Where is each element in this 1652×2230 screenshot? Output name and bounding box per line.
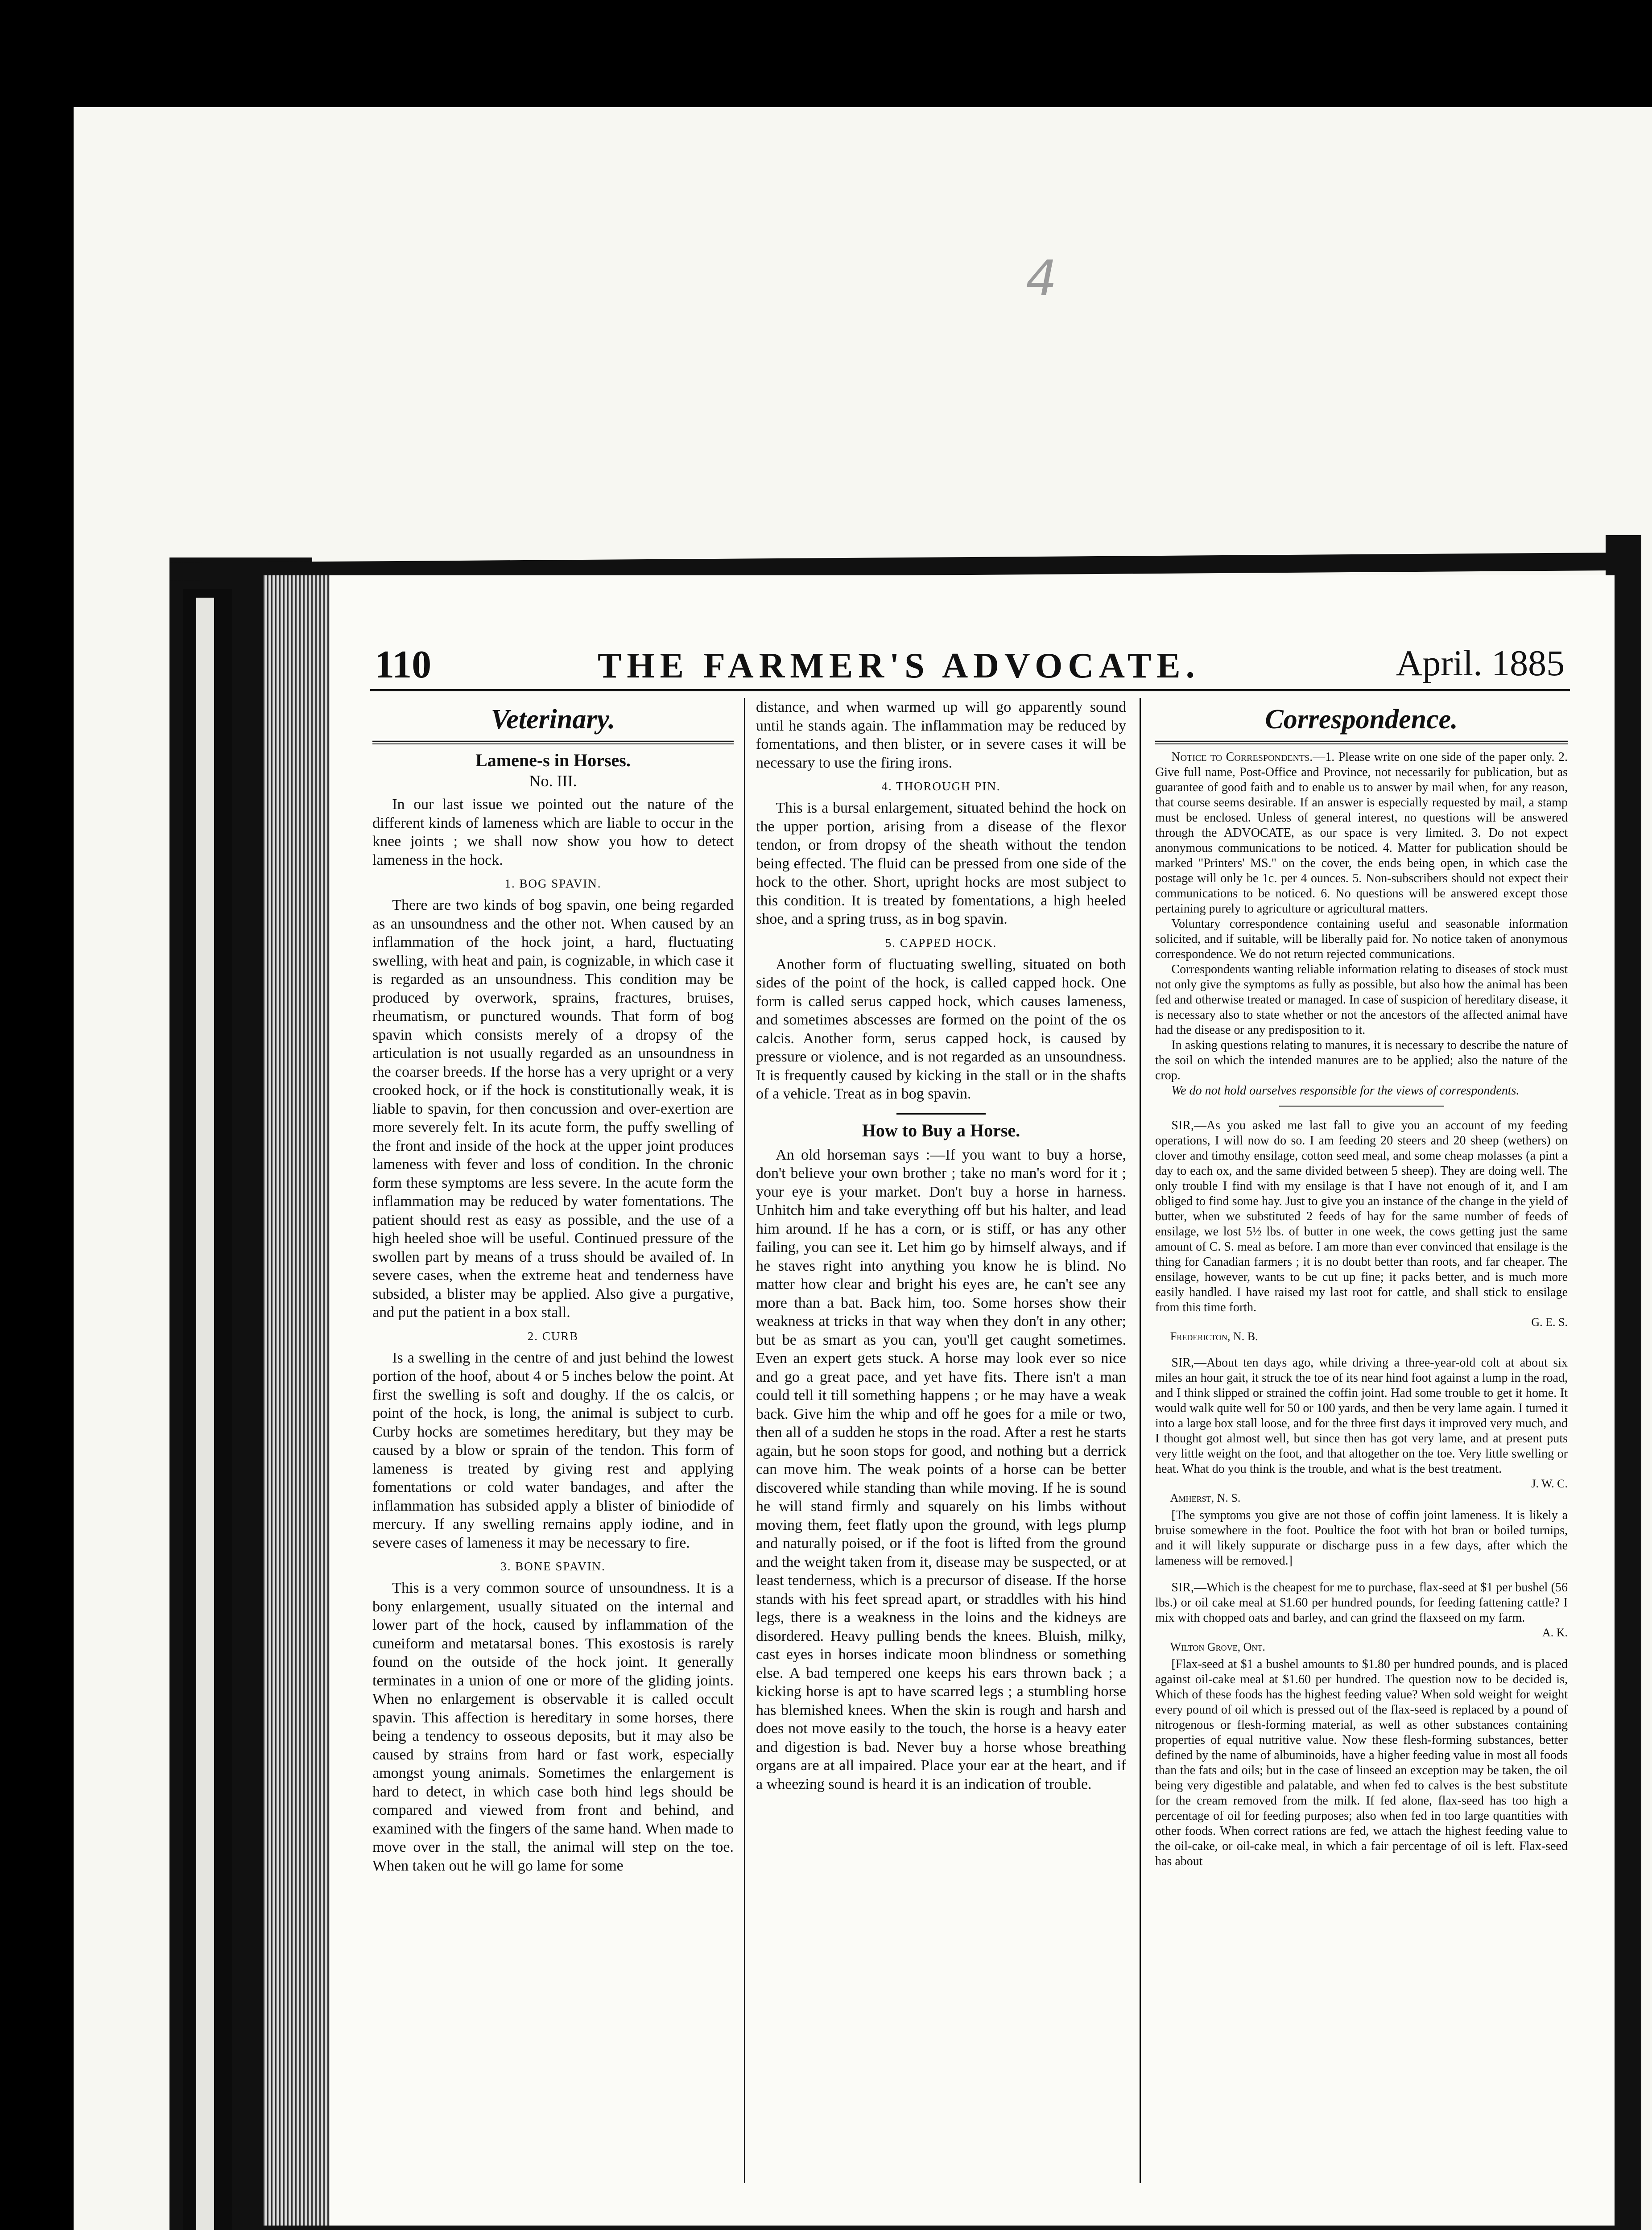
column-rule: [744, 698, 745, 2183]
editor-reply: [Flax-seed at $1 a bushel amounts to $1.80 per hundred pounds, and is placed against oil-cake meal at $1.60 per hundred. The question now to be decided is, Which of these foods has the highest feeding value? When sold weight for weight every pound of oil which is pressed out of the flax-seed is replaced by a pound of nitrogenous or flesh-forming material, as well as other substances containing properties of equal nutritive value. Now these flesh-forming substances, better defined by the name of albuminoids, have a higher feeding value in most all foods than the fats and oils; but in the case of linseed an exception may be taken, the oil being very digestible and palatable, and when fed to calves is the best substitute for the cream removed from the milk. If fed alone, flax-seed has too high a percentage of oil for feeding purposes; also when fed in too large quantities with other foods. When correct rations are fed, we attach the highest feeding value to the oil-cake, or oil-cake meal, in which a fair percentage of oil is left. Flax-seed has about: [1155, 1657, 1568, 1868]
masthead: [330, 642, 1615, 696]
letter: [1155, 1580, 1568, 1869]
department-rule: [372, 740, 734, 744]
letter-initials: G. E. S.: [1531, 1316, 1568, 1329]
section-heading: 3. BONE SPAVIN.: [500, 1560, 606, 1573]
issue-date: April. 1885: [1396, 643, 1565, 683]
notice-paragraph: [1155, 750, 1568, 917]
letter: [1155, 1355, 1568, 1569]
letter-initials: J. W. C.: [1531, 1477, 1568, 1490]
section-text: There are two kinds of bog spavin, one being regarded as an unsoundness and the other not. When caused by an inflammation of the hock joint, a hard, fluctuating swelling, with heat and pain, is cognizable, in which case it is regarded as an unsoundness. This condition may be produced by overwork, sprains, fractures, bruises, rheumatism, or punctured wounds. That form of bog spavin which consists merely of a dropsy of the articulation is not usually regarded as an unsoundness in the coarser breeds. If the horse has a very upright or a very crooked hock, or if the hock is constitutionally weak, it is liable to spavin, for then concussion and over-exertion are more severely felt. In its acute form, the puffy swelling of the front and inside of the hock at the upper joint produces lameness with fever and loss of condition. In the chronic form these symptoms are less severe. In the acute form the inflammation may be reduced by water fomentations. The patient should rest as easy as possible, and the use of a high heeled shoe will be useful. Continued pressure of the swollen part by means of a truss should be availed of. In severe cases, when the extreme heat and tenderness have subsided, a blister may be applied. Also give a purgative, and put the patient in a box stall.: [372, 897, 734, 1321]
article-title: How to Buy a Horse.: [862, 1120, 1020, 1140]
notice-paragraph: Voluntary correspondence containing useful and seasonable information solicited, and if suitable, will be liberally paid for. No notice taken of anonymous correspondence. We do not return rejected communications.: [1155, 917, 1568, 961]
article-title: Lamene-s in Horses.: [475, 750, 631, 770]
article-intro: In our last issue we pointed out the nature of the different kinds of lameness which are liable to occur in the knee joints ; we shall now show you how to detect lameness in the hock.: [372, 796, 734, 868]
department-heading: Veterinary.: [491, 704, 615, 735]
continued-text: distance, and when warmed up will go apparently sound until he stands again. The inflammation may be reduced by fomentations, and then blister, or in severe cases it will be necessary to use the firing irons.: [756, 699, 1126, 771]
masthead-rule: [370, 689, 1570, 691]
section-heading: 2. CURB: [527, 1329, 579, 1343]
notice-text: —1. Please write on one side of the paper only. 2. Give full name, Post-Office and Province, not necessarily for publication, but as guarantee of good faith and to enable us to answer by mail when, for any reason, that course seems desirable. If an answer is especially requested by mail, a stamp must be enclosed. Unless of general interest, no questions will be answered through the ADVOCATE, as our space is very limited. 3. Do not expect anonymous communications to be noticed. 4. Matter for publication should be marked "Printers' MS." on the cover, the ends being open, in which case the postage will only be 1c. per 4 ounces. 5. Non-subscribers should not expect their communications to be noticed. 6. No questions will be answered except those pertaining purely to agriculture or agricultural matters.: [1155, 750, 1568, 916]
pencil-mark: 4: [1026, 250, 1057, 307]
section-heading: 5. CAPPED HOCK.: [885, 936, 997, 950]
letter-place: Wilton Grove, Ont.: [1170, 1640, 1265, 1653]
section-heading: 4. THOROUGH PIN.: [881, 780, 1001, 793]
letter-initials: A. K.: [1542, 1626, 1568, 1639]
book-clamp-highlight: [196, 598, 214, 2230]
notice-paragraph: In asking questions relating to manures, it is necessary to describe the nature of the soil on which the intended manures are to be applied; also the nature of the crop.: [1155, 1038, 1568, 1082]
letter-place: Amherst, N. S.: [1170, 1491, 1241, 1504]
letter: [1155, 1118, 1568, 1344]
letter-text: SIR,—About ten days ago, while driving a three-year-old colt at about six miles an hour gait, it struck the toe of its near hind foot against a lump in the road, and I think slipped or strained the coffin joint. Had some trouble to get it home. It would walk quite well for 50 or 100 yards, and then be very lame again. I turned it into a large box stall loose, and for the three first days it improved very much, and I thought got almost well, but since then has got very lame, and at present puts very little weight on the foot, and that altogether on the toe. Very little swelling or heat. What do you think is the trouble, and what is the best treatment.: [1155, 1356, 1568, 1476]
column-rule: [1140, 698, 1141, 2183]
notice-paragraph: Correspondents wanting reliable information relating to diseases of stock must not only give the symptoms as fully as possible, but also how the animal has been fed and otherwise treated or managed. In case of suspicion of hereditary disease, it is necessary also to state whether or not the ancestors of the affected animal have had the disease or any predisposition to it.: [1155, 962, 1568, 1037]
page-stack-edges: [263, 575, 330, 2226]
paper-title: THE FARMER'S ADVOCATE.: [598, 646, 1200, 686]
section-text: This is a bursal enlargement, situated behind the hock on the upper portion, arising from a disease of the flexor tendon, or from dropsy of the sheath without the tendon being effected. The fluid can be pressed from one side of the hock to the other. Short, upright hocks are most subject to this condition. It is treated by fomentations, a high heeled shoe, and a spring truss, as in bog spavin.: [756, 800, 1126, 927]
section-heading: 1. BOG SPAVIN.: [504, 877, 602, 890]
column-veterinary: [372, 698, 734, 1875]
disclaimer: We do not hold ourselves responsible for the views of correspondents.: [1171, 1084, 1520, 1098]
department-heading: Correspondence.: [1265, 704, 1458, 735]
article-separator: [896, 1113, 986, 1115]
department-rule: [1155, 740, 1568, 744]
page-number: 110: [375, 643, 432, 686]
section-text: This is a very common source of unsoundness. It is a bony enlargement, usually situated on the internal and lower part of the hock, caused by inflammation of the cuneiform and metatarsal bones. This exostosis is rarely found on the outside of the hock joint. It generally terminates in a union of one or more of the gliding joints. When no enlargement is observable it is called occult spavin. This affection is hereditary in some horses, there being a tendency to osseous deposits, but it may also be caused by strains from hard or fast work, especially amongst young animals. Sometimes the enlargement is hard to detect, in which case both hind legs should be compared and viewed from front and behind, and examined with the fingers of the same hand. When made to move over in the stall, the animal will step on the toe. When taken out he will go lame for some: [372, 1580, 734, 1874]
newspaper-page: [330, 575, 1615, 2226]
column-middle: [756, 698, 1126, 1793]
letter-text: SIR,—As you asked me last fall to give you an account of my feeding operations, I will now do so. I am feeding 20 steers and 20 sheep (wethers) on clover and timothy ensilage, cotton seed meal, and some cheap molasses (a pint a day to each ox, and the same divided between 5 sheep). They are doing well. The only trouble I find with my ensilage is that I have not enough of it, and I am obliged to find some hay. Just to give you an instance of the change in the yield of butter, when we substituted 2 feeds of hay for the same number of feeds of ensilage, we lost 5½ lbs. of butter in one week, the cows getting just the same amount of C. S. meal as before. I am more than ever convinced that ensilage is the thing for Canadian farmers ; it is no doubt better than roots, and far cheaper. The ensilage, however, wants to be cut up fine; it packs better, and is much more easily handled. I have raised my last root for cattle, and shall stick to ensilage from this time forth.: [1155, 1119, 1568, 1314]
article-body: An old horseman says :—If you want to buy a horse, don't believe your own brother ; take no man's word for it ; your eye is your market. Don't buy a horse in harness. Unhitch him and take everything off but his halter, and lead him around. If he has a corn, or is stiff, or has any other failing, you can see it. Let him go by himself always, and if he staves right into anything you know he is blind. No matter how clear and bright his eyes are, he can't see any more than a bat. Back him, too. Some horses show their weakness at tricks in that way when they don't in any other; but be as smart as you can, you'll get caught sometimes. Even an expert gets stuck. A horse may look ever so nice and go a great pace, and yet have fits. There isn't a man could tell it till something happens ; or he may have a weak back. Give him the whip and off he goes for a mile or two, then all of a sudden he stops in the road. After a rest he starts again, but he soon stops for good, and nothing but a derrick can move him. The weak points of a horse can be better discovered while standing than while moving. If he is sound he will stand firmly and squarely on his limbs without moving them, feet flatly upon the ground, with legs plump and naturally poised, or if the foot is lifted from the ground and the weight taken from it, disease may be suspected, or at least tenderness, which is a precursor of disease. If the horse stands with his feet spread apart, or straddles with his hind legs, there is a weakness in the loins and the kidneys are disordered. Heavy pulling bends the knees. Bluish, milky, cast eyes in horses indicate moon blindness or something else. A bad tempered one keeps his ears thrown back ; a kicking horse is apt to have scarred legs ; a stumbling horse has blemished knees. When the skin is rough and harsh and does not move easily to the touch, the horse is a heavy eater and digestion is bad. Never buy a horse whose breathing organs are at all impaired. Place your ear at the heart, and if a wheezing sound is heard it is an indication of trouble.: [756, 1146, 1126, 1792]
column-correspondence: [1155, 698, 1568, 1869]
section-text: Is a swelling in the centre of and just behind the lowest portion of the hoof, about 4 or 5 inches below the point. At first the swelling is soft and doughy. If the os calcis, or point of the hock, is long, the animal is subject to curb. Curby hocks are sometimes hereditary, but they may be caused by a blow or sprain of the tendon. This form of lameness is treated by giving rest and applying fomentations or cold water bandages, and after the inflammation has subsided apply a blister of biniodide of mercury. If any swelling remains apply iodine, and in severe cases of lameness it may be necessary to fire.: [372, 1349, 734, 1551]
letter-place: Fredericton, N. B.: [1170, 1330, 1258, 1343]
notice-heading: Notice to Correspondents.: [1171, 750, 1313, 764]
letter-text: SIR,—Which is the cheapest for me to purchase, flax-seed at $1 per bushel (56 lbs.) or oil cake meal at $1.60 per hundred pounds, for feeding fattening cattle? I mix with chopped oats and barley, and can grind the flaxseed on my farm.: [1155, 1581, 1568, 1625]
letter-signoff: [1155, 1477, 1568, 1491]
letter-signoff: [1155, 1315, 1568, 1330]
section-text: Another form of fluctuating swelling, situated on both sides of the point of the hock, is called capped hock. One form is called serus capped hock, which causes lameness, and sometimes abscesses are formed on the point of the os calcis. Another form, serus capped hock, is caused by pressure or violence, and is not regarded as an unsoundness. It is frequently caused by kicking in the stall or in the shafts of a vehicle. Treat as in bog spavin.: [756, 956, 1126, 1102]
section-rule: [1279, 1106, 1444, 1107]
editor-reply: [The symptoms you give are not those of coffin joint lameness. It is likely a bruise somewhere in the foot. Poultice the foot with hot bran or boiled turnips, and it will likely suppurate or discharge puss in a few days, after which the lameness will be removed.]: [1155, 1508, 1568, 1568]
article-subtitle: No. III.: [529, 772, 577, 790]
letter-signoff: [1155, 1626, 1568, 1640]
